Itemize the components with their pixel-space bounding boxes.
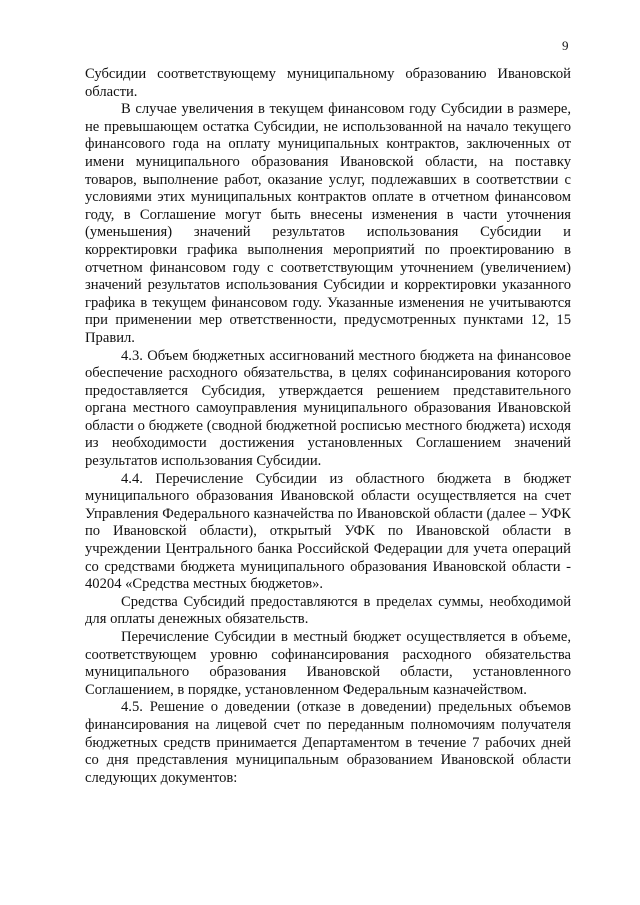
paragraph-4-5: 4.5. Решение о доведении (отказе в доведении) предельных объемов финансирования на лицевой счет по переданным полномочиям получателя бюджетных средств принимается Департаментом в течение 7 рабочих дней со дня представления муниципальным образованием Ивановской области следующих документов: [85,699,571,786]
paragraph-subsidy-transfer: Перечисление Субсидии в местный бюджет осуществляется в объеме, соответствующем уровню софинансирования расходного обязательства муниципального образования Ивановской области, установленного Соглашением, в порядке, установленном Федеральным казначейством. [85,629,571,698]
paragraph-subsidy-increase: В случае увеличения в текущем финансовом году Субсидии в размере, не превышающем остатка Субсидии, не использованной на начало текущего финансового года на оплату муниципальных контрактов, заключенных от имени муниципального образования Ивановской области, на поставку товаров, выполнение работ, оказание услуг, подлежавших в соответствии с условиями этих муниципальных контрактов оплате в отчетном финансовом году, в Соглашение могут быть внесены изменения в части уточнения (уменьшения) значений результатов использования Субсидии и корректировки графика выполнения мероприятий по проектированию в отчетном финансовом году с соответствующим уточнением (увеличением) значений результатов использования Субсидии и корректировки указанного графика в текущем финансовом году. Указанные изменения не учитываются при применении мер ответственности, предусмотренных пунктами 12, 15 Правил. [85,101,571,346]
page-number: 9 [562,38,569,53]
paragraph-subsidy-funds: Средства Субсидий предоставляются в пределах суммы, необходимой для оплаты денежных обязательств. [85,593,571,628]
paragraph-continuation: Субсидии соответствующему муниципальному образованию Ивановской области. [85,66,571,100]
document-body [85,66,571,787]
paragraph-4-3: 4.3. Объем бюджетных ассигнований местного бюджета на финансовое обеспечение расходного обязательства, в целях софинансирования которого предоставляется Субсидия, утверждается решением представительного органа местного самоуправления муниципального образования Ивановской области о бюджете (сводной бюджетной росписью местного бюджета) исходя из необходимости достижения установленных Соглашением значений результатов использования Субсидии. [85,347,571,470]
paragraph-4-4: 4.4. Перечисление Субсидии из областного бюджета в бюджет муниципального образования Ивановской области осуществляется на счет Управления Федерального казначейства по Ивановской области (далее – УФК по Ивановской области), открытый УФК по Ивановской области в учреждении Центрального банка Российской Федерации для учета операций со средствами бюджета муниципального образования Ивановской области - 40204 «Средства местных бюджетов». [85,470,571,593]
